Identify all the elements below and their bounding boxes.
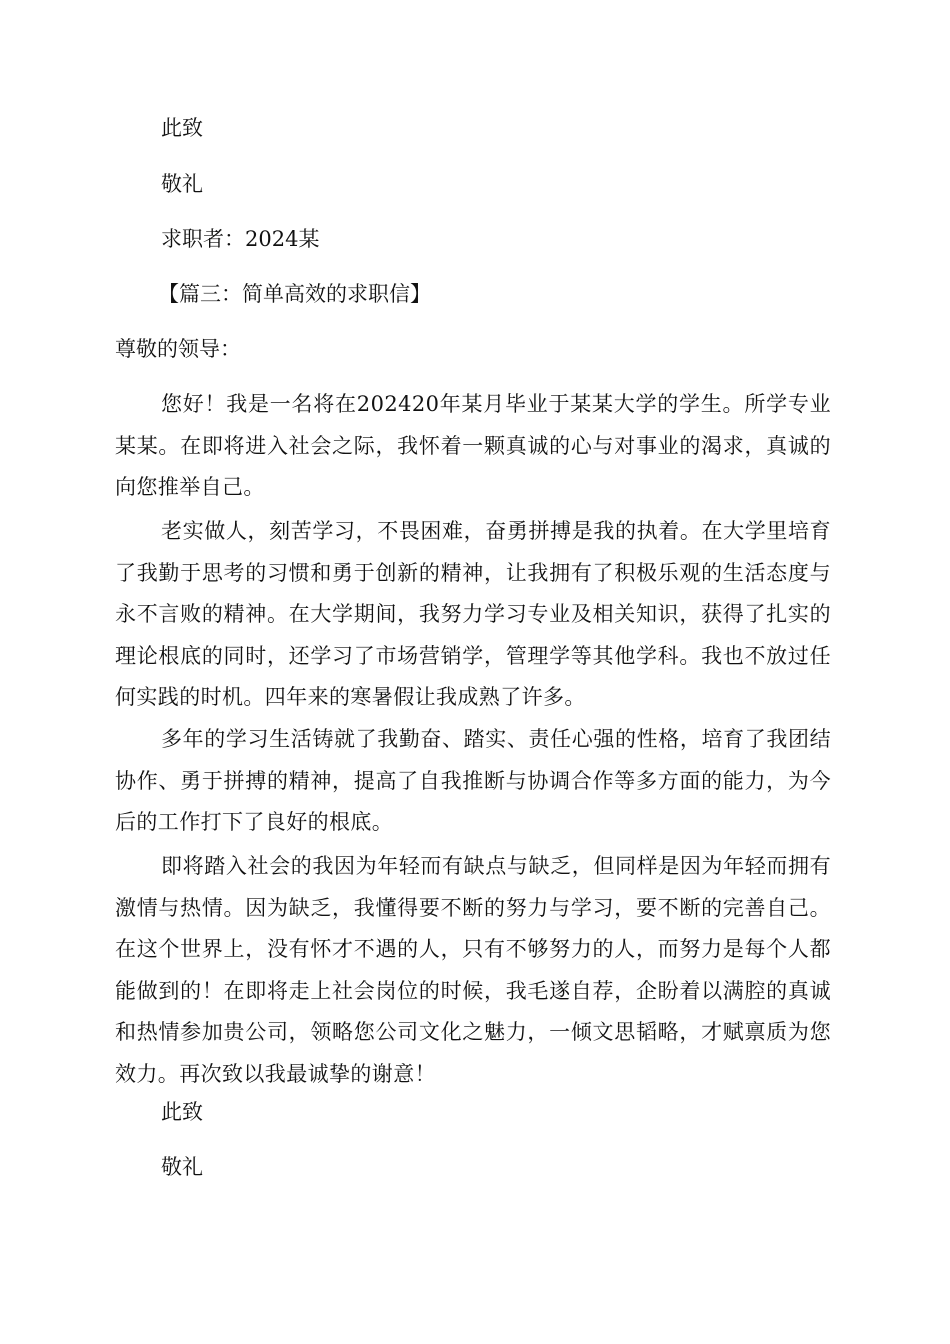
paragraph-qualities: 多年的学习生活铸就了我勤奋、踏实、责任心强的性格，培育了我团结协作、勇于拼搏的精神，提高了自我推断与协调合作等多方面的能力，为今后的工作打下了良好的根底。 bbox=[115, 727, 831, 834]
signature: 求职者：2024某 bbox=[161, 227, 320, 251]
closing-salutation-2: 此致 bbox=[161, 1100, 203, 1124]
greeting: 尊敬的领导： bbox=[115, 337, 241, 361]
closing-regards-2: 敬礼 bbox=[161, 1155, 203, 1179]
section-title: 【篇三：简单高效的求职信】 bbox=[158, 282, 431, 306]
paragraph-intro: 您好！我是一名将在202420年某月毕业于某某大学的学生。所学专业某某。在即将进入社会之际，我怀着一颗真诚的心与对事业的渴求，真诚的向您推举自己。 bbox=[115, 392, 831, 499]
closing-regards: 敬礼 bbox=[161, 172, 203, 196]
paragraph-closing-statement: 即将踏入社会的我因为年轻而有缺点与缺乏，但同样是因为年轻而拥有激情与热情。因为缺乏，我懂得要不断的努力与学习，要不断的完善自己。在这个世界上，没有怀才不遇的人，只有不够努力的人，而努力是每个人都能做到的！在即将走上社会岗位的时候，我毛遂自荐，企盼着以满腔的真诚和热情参加贵公司，领略您公司文化之魅力，一倾文思韬略，才赋禀质为您效力。再次致以我最诚挚的谢意！ bbox=[115, 854, 831, 1086]
paragraph-character: 老实做人，刻苦学习，不畏困难，奋勇拼搏是我的执着。在大学里培育了我勤于思考的习惯和勇于创新的精神，让我拥有了积极乐观的生活态度与永不言败的精神。在大学期间，我努力学习专业及相关知识，获得了扎实的理论根底的同时，还学习了市场营销学，管理学等其他学科。我也不放过任何实践的时机。四年来的寒暑假让我成熟了许多。 bbox=[115, 519, 831, 709]
closing-salutation: 此致 bbox=[161, 116, 203, 140]
